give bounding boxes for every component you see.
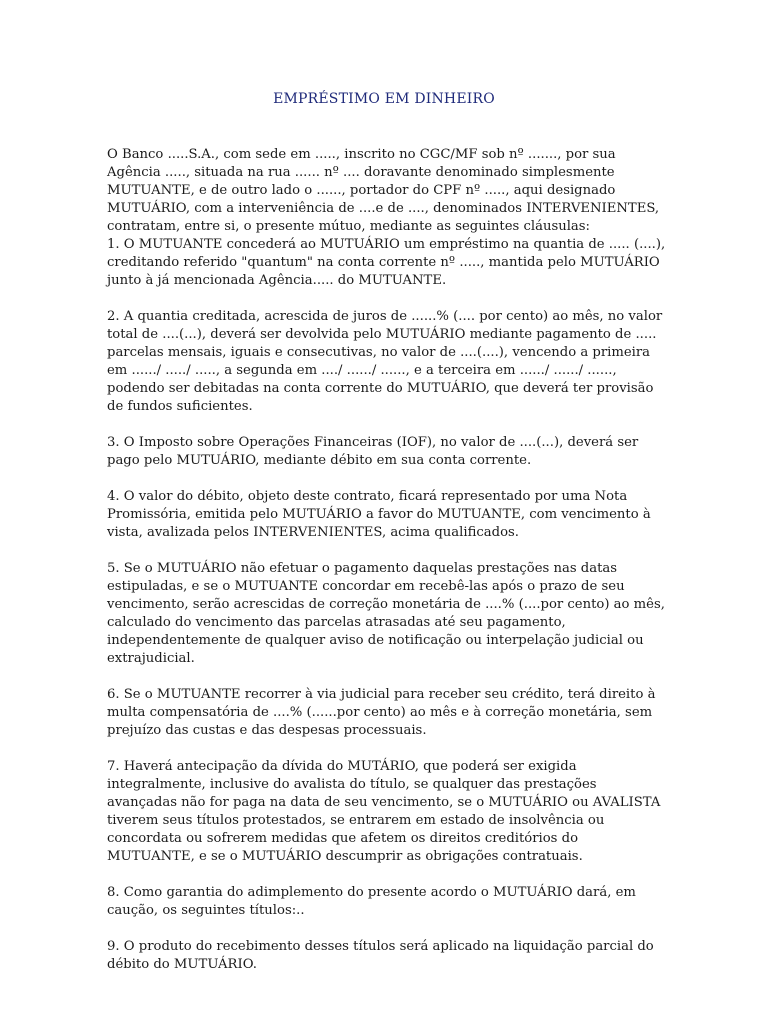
- clause-8: 8. Como garantia do adimplemento do presente acordo o MUTUÁRIO dará, em caução, os seguintes títulos:..: [107, 885, 636, 918]
- document-title: EMPRÉSTIMO EM DINHEIRO: [273, 91, 495, 107]
- clause-9: 9. O produto do recebimento desses títulos será aplicado na liquidação parcial do débito do MUTUÁRIO.: [107, 939, 654, 972]
- clause-5: 5. Se o MUTUÁRIO não efetuar o pagamento daquelas prestações nas datas estipuladas, e se o MUTUANTE concordar em recebê-las após o prazo de seu vencimento, serão acrescidas de correção monetária de ....% (....por cento) ao mês, calculado do vencimento das parcelas atrasadas até seu pagamento, independentemente de qualquer aviso de notificação ou interpelação judicial ou extrajudicial.: [107, 561, 665, 666]
- paragraph-preamble: O Banco .....S.A., com sede em ....., inscrito no CGC/MF sob nº ......., por sua Agência ....., situada na rua ...... nº .... doravante denominado simplesmente MUTUANTE, e de outro lado o ......, portador do CPF nº ....., aqui designado MUTUÁRIO, com a interveniência de ....e de ...., denominados INTERVENIENTES, contratam, entre si, o presente mútuo, mediante as seguintes cláusulas:: [107, 147, 660, 234]
- clause-6: 6. Se o MUTUANTE recorrer à via judicial para receber seu crédito, terá direito à multa compensatória de ....% (......por cento) ao mês e à correção monetária, sem prejuízo das custas e das despesas processuais.: [107, 687, 656, 738]
- document-body: [107, 146, 667, 974]
- clause-3: 3. O Imposto sobre Operações Financeiras (IOF), no valor de ....(...), deverá ser pago pelo MUTUÁRIO, mediante débito em sua conta corrente.: [107, 435, 639, 468]
- clause-4: 4. O valor do débito, objeto deste contrato, ficará representado por uma Nota Promissória, emitida pelo MUTUÁRIO a favor do MUTUANTE, com vencimento à vista, avalizada pelos INTERVENIENTES, acima qualificados.: [107, 489, 651, 540]
- clause-7: 7. Haverá antecipação da dívida do MUTÁRIO, que poderá ser exigida integralmente, inclusive do avalista do título, se qualquer das prestações avançadas não for paga na data de seu vencimento, se o MUTUÁRIO ou AVALISTA tiverem seus títulos protestados, se entrarem em estado de insolvência ou concordata ou sofrerem medidas que afetem os direitos creditórios do MUTUANTE, e se o MUTUÁRIO descumprir as obrigações contratuais.: [107, 759, 661, 864]
- clause-2: 2. A quantia creditada, acrescida de juros de ......% (.... por cento) ao mês, no valor total de ....(...), deverá ser devolvida pelo MUTUÁRIO mediante pagamento de ..... parcelas mensais, iguais e consecutivas, no valor de ....(....), vencendo a primeira em ....../ ...../ ....., a segunda em ..../ ....../ ......, e a terceira em ....../ ....../ ......, podendo ser debitadas na conta corrente do MUTUÁRIO, que deverá ter provisão de fundos suficientes.: [107, 309, 663, 414]
- clause-1: 1. O MUTUANTE concederá ao MUTUÁRIO um empréstimo na quantia de ..... (....), creditando referido "quantum" na conta corrente nº ....., mantida pelo MUTUÁRIO junto à já mencionada Agência..... do MUTUANTE.: [107, 237, 666, 288]
